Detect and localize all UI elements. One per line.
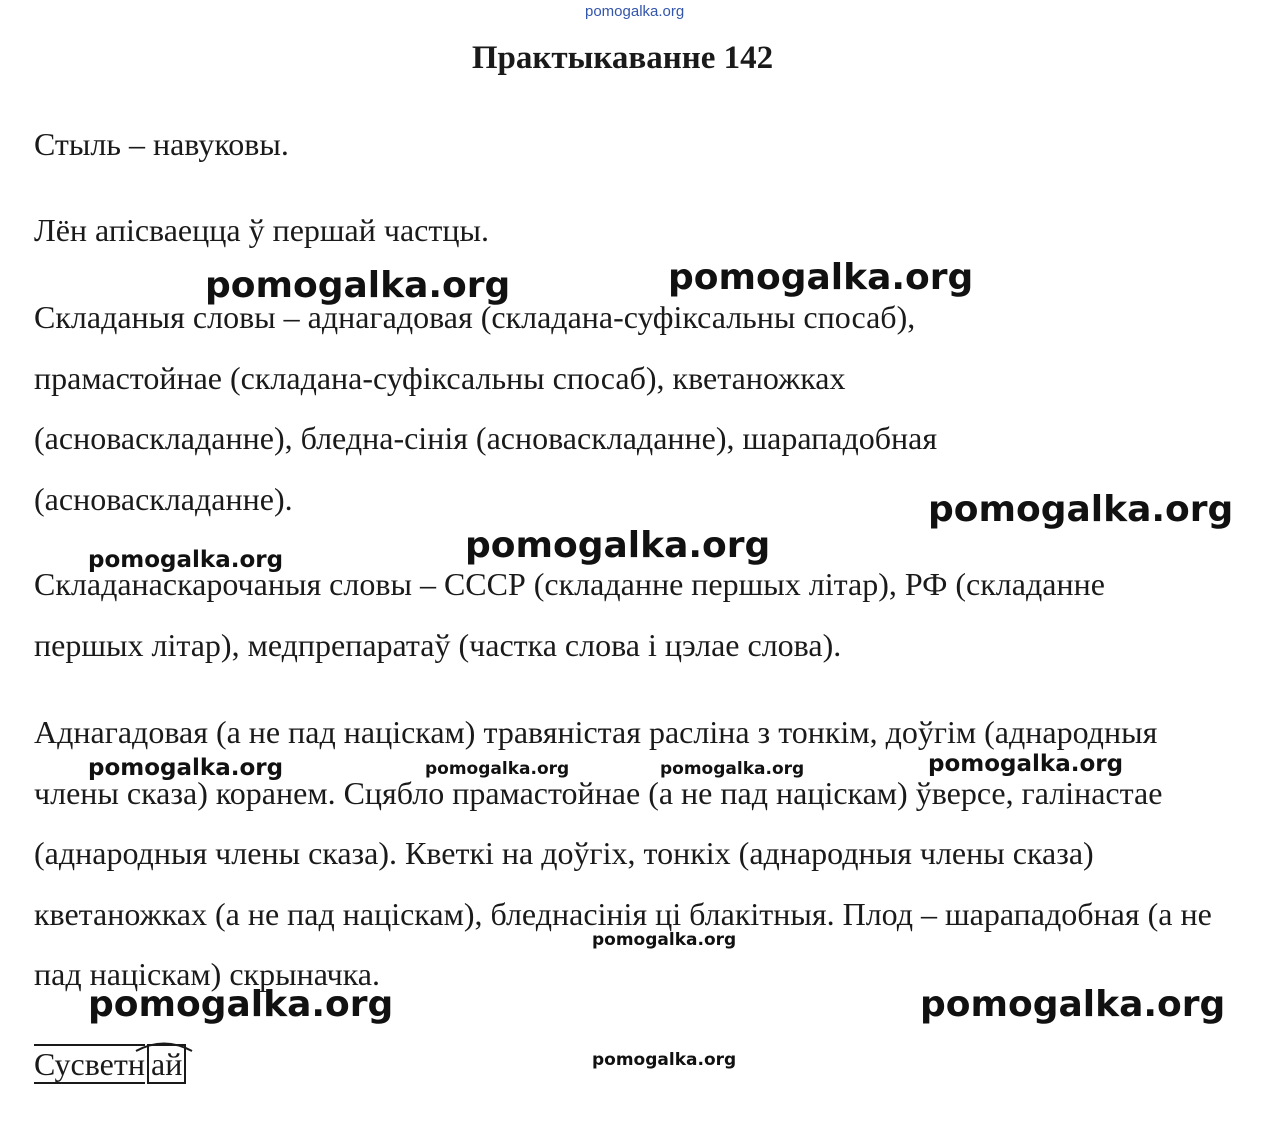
paragraph-style: Стыль – навуковы. xyxy=(34,126,289,162)
watermark: pomogalka.org xyxy=(205,265,511,306)
watermark: pomogalka.org xyxy=(660,759,805,779)
watermark: pomogalka.org xyxy=(465,525,771,566)
watermark: pomogalka.org xyxy=(88,547,284,573)
watermark: pomogalka.org xyxy=(928,489,1234,530)
root-arc-icon xyxy=(134,1038,194,1052)
watermark: pomogalka.org xyxy=(928,751,1124,777)
paragraph-abbreviations: Складанаскарочаныя словы – СССР (складанне першых літар), РФ (складанне першых літар), медпрепаратаў (частка слова і цэлае слова). xyxy=(34,566,1105,663)
watermark: pomogalka.org xyxy=(88,984,394,1025)
watermark: pomogalka.org xyxy=(920,984,1226,1025)
watermark: pomogalka.org xyxy=(592,1050,737,1070)
page-title: Практыкаванне 142 xyxy=(471,40,774,76)
watermark: pomogalka.org xyxy=(668,257,974,298)
paragraph-flax: Лён апісваецца ў першай частцы. xyxy=(34,212,489,248)
morpheme-ending: ай xyxy=(147,1044,186,1084)
watermark-top: pomogalka.org xyxy=(585,3,685,20)
watermark: pomogalka.org xyxy=(88,755,284,781)
morpheme-analysis xyxy=(34,1044,186,1084)
paragraph-description: Аднагадовая (а не пад націскам) травяністая расліна з тонкім, доўгім (аднародныя члены сказа) коранем. Сцябло прамастойнае (а не пад націскам) ўверсе, галінастае (аднародныя члены сказа). Кветкі на доўгіх, тонкіх (аднародныя члены сказа) кветаножках (а не пад націскам), бледнасінія ці блакітныя. Плод – шарападобная (а не пад націскам) скрыначка. xyxy=(34,714,1212,992)
watermark: pomogalka.org xyxy=(592,930,737,950)
watermark: pomogalka.org xyxy=(425,759,570,779)
morpheme-root: Сусветн xyxy=(34,1046,145,1082)
paragraph-compound-words: Складаныя словы – аднагадовая (складана-суфіксальны спосаб), прамастойнае (складана-суфіксальны спосаб), кветаножках (асноваскладанне), бледна-сінія (асноваскладанне), шарападобная (асноваскладанне). xyxy=(34,299,938,517)
